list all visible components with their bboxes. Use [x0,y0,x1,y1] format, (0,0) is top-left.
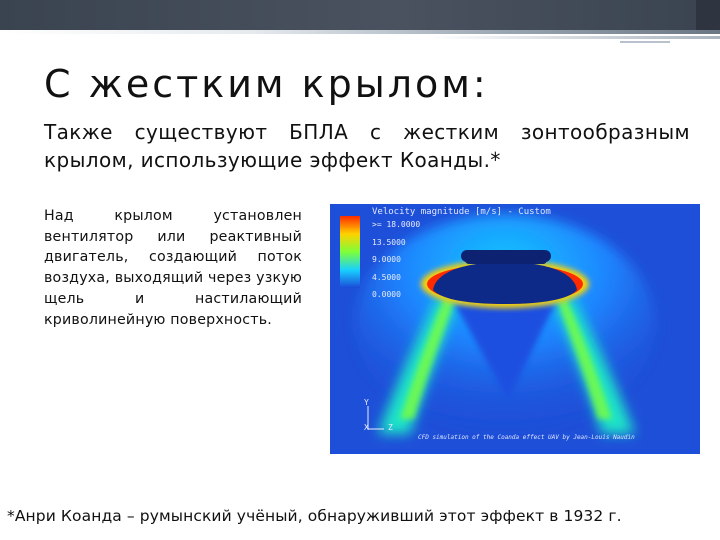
accent-line [0,30,720,34]
cfd-simulation-image [330,204,700,454]
axis-label-x: X [364,423,369,432]
top-bar [0,0,720,30]
legend-label: 4.5000 [372,272,401,282]
axis-label-y: Y [364,398,369,407]
legend-label: 13.5000 [372,237,406,247]
slide-title: С жестким крылом: [44,62,489,106]
intro-paragraph: Также существуют БПЛА с жестким зонтообразным крылом, использующие эффект Коанды.* [44,120,690,172]
side-paragraph: Над крылом установлен вентилятор или реактивный двигатель, создающий поток воздуха, выходящий через узкую щель и настилающий криволинейную поверхность. [44,208,302,328]
simulation-header: Velocity magnitude [m/s] - Custom [372,207,551,217]
footnote: *Анри Коанда – румынский учёный, обнаруживший этот эффект в 1932 г. [7,507,622,525]
accent-line [620,41,670,43]
legend-label: 0.0000 [372,290,401,299]
legend-label: >= 18.0000 [372,220,421,229]
axis-label-z: Z [388,423,393,432]
legend-label: 9.0000 [372,255,401,264]
accent-line [428,36,720,39]
top-bar-cap [696,0,720,30]
color-legend-bar [340,216,360,288]
simulation-caption: CFD simulation of the Coanda effect UAV by Jean-Louis Naudin [418,434,635,441]
legend-labels [372,216,420,304]
